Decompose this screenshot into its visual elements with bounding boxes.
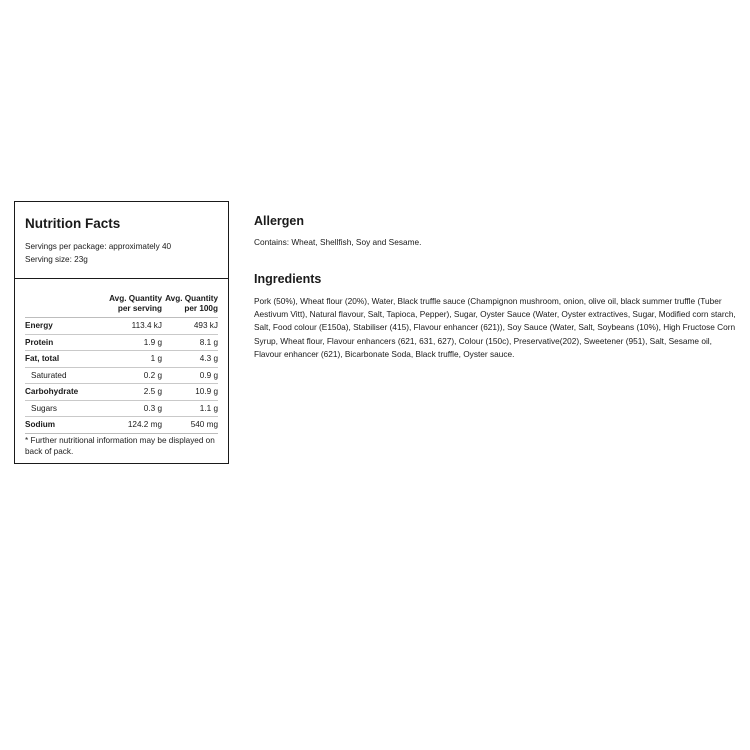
column-header-per-100g: Avg. Quantity per 100g: [165, 294, 218, 313]
table-row-saturated: [25, 368, 218, 385]
nutrient-name: Carbohydrate: [25, 387, 79, 397]
per-serving-value: 124.2 mg: [127, 420, 162, 430]
per-100g-value: 493 kJ: [193, 321, 218, 331]
ingredients-title: Ingredients: [254, 272, 322, 286]
allergen-title: Allergen: [254, 214, 305, 228]
table-row-protein: [25, 335, 218, 352]
per-100g-value: 8.1 g: [199, 337, 218, 347]
allergen-text: Contains: Wheat, Shellfish, Soy and Sesame.: [254, 237, 422, 247]
serving-size: Serving size: 23g: [25, 255, 88, 264]
nutrition-footnote: * Further nutritional information may be displayed on back of pack.: [25, 436, 215, 456]
servings-per-package: Servings per package: approximately 40: [25, 242, 172, 251]
per-serving-value: 1 g: [150, 354, 162, 364]
nutrient-name: Sugars: [31, 403, 57, 413]
nutrient-name: Protein: [25, 337, 54, 347]
per-serving-value: 0.2 g: [143, 370, 162, 380]
column-header-per-serving: Avg. Quantity per serving: [109, 294, 162, 313]
table-row-energy: [25, 318, 218, 335]
table-row-carbohydrate: [25, 384, 218, 401]
per-serving-value: 2.5 g: [143, 387, 162, 397]
table-row-fat-total: [25, 351, 218, 368]
ingredients-section: [254, 272, 738, 361]
nutrition-table: [25, 289, 218, 434]
per-100g-value: 10.9 g: [195, 387, 218, 397]
allergen-section: [254, 214, 738, 249]
per-serving-value: 113.4 kJ: [131, 321, 162, 331]
nutrient-name: Sodium: [25, 420, 56, 430]
table-row-sodium: [25, 417, 218, 434]
nutrition-title: Nutrition Facts: [25, 216, 121, 231]
per-100g-value: 4.3 g: [199, 354, 218, 364]
per-100g-value: 1.1 g: [199, 403, 218, 413]
per-100g-value: 0.9 g: [199, 370, 218, 380]
ingredients-text: Pork (50%), Wheat flour (20%), Water, Black truffle sauce (Champignon mushroom, onion, olive oil, black summer truffle (Tuber Aestivum Vitt), Natural flavour, Salt, Tapioca, Pepper), Sugar, Oyster Sauce (Water, Oyster extractives, Sugar, Modified corn starch, Salt, Food colour (E150a), Stabiliser (415), Flavour enhancer (621)), Soy Sauce (Water, Salt, Soybeans (10%), High Fructose Corn Syrup, Wheat flour, Flavour enhancers (621, 631, 627), Colour (150c), Preservative(202), Sweetener (951), Salt, Sesame oil, Flavour enhancer (621), Bicarbonate Soda, Black truffle, Oyster sauce.: [254, 296, 736, 359]
per-serving-value: 1.9 g: [143, 337, 162, 347]
nutrient-name: Saturated: [31, 370, 67, 380]
nutrient-name: Fat, total: [25, 354, 60, 364]
per-100g-value: 540 mg: [190, 420, 218, 430]
nutrition-facts-panel: [14, 201, 229, 464]
per-serving-value: 0.3 g: [143, 403, 162, 413]
nutrition-header: [15, 202, 228, 279]
nutrient-name: Energy: [25, 321, 53, 331]
table-row-sugars: [25, 401, 218, 418]
nutrition-table-header: [25, 289, 218, 318]
